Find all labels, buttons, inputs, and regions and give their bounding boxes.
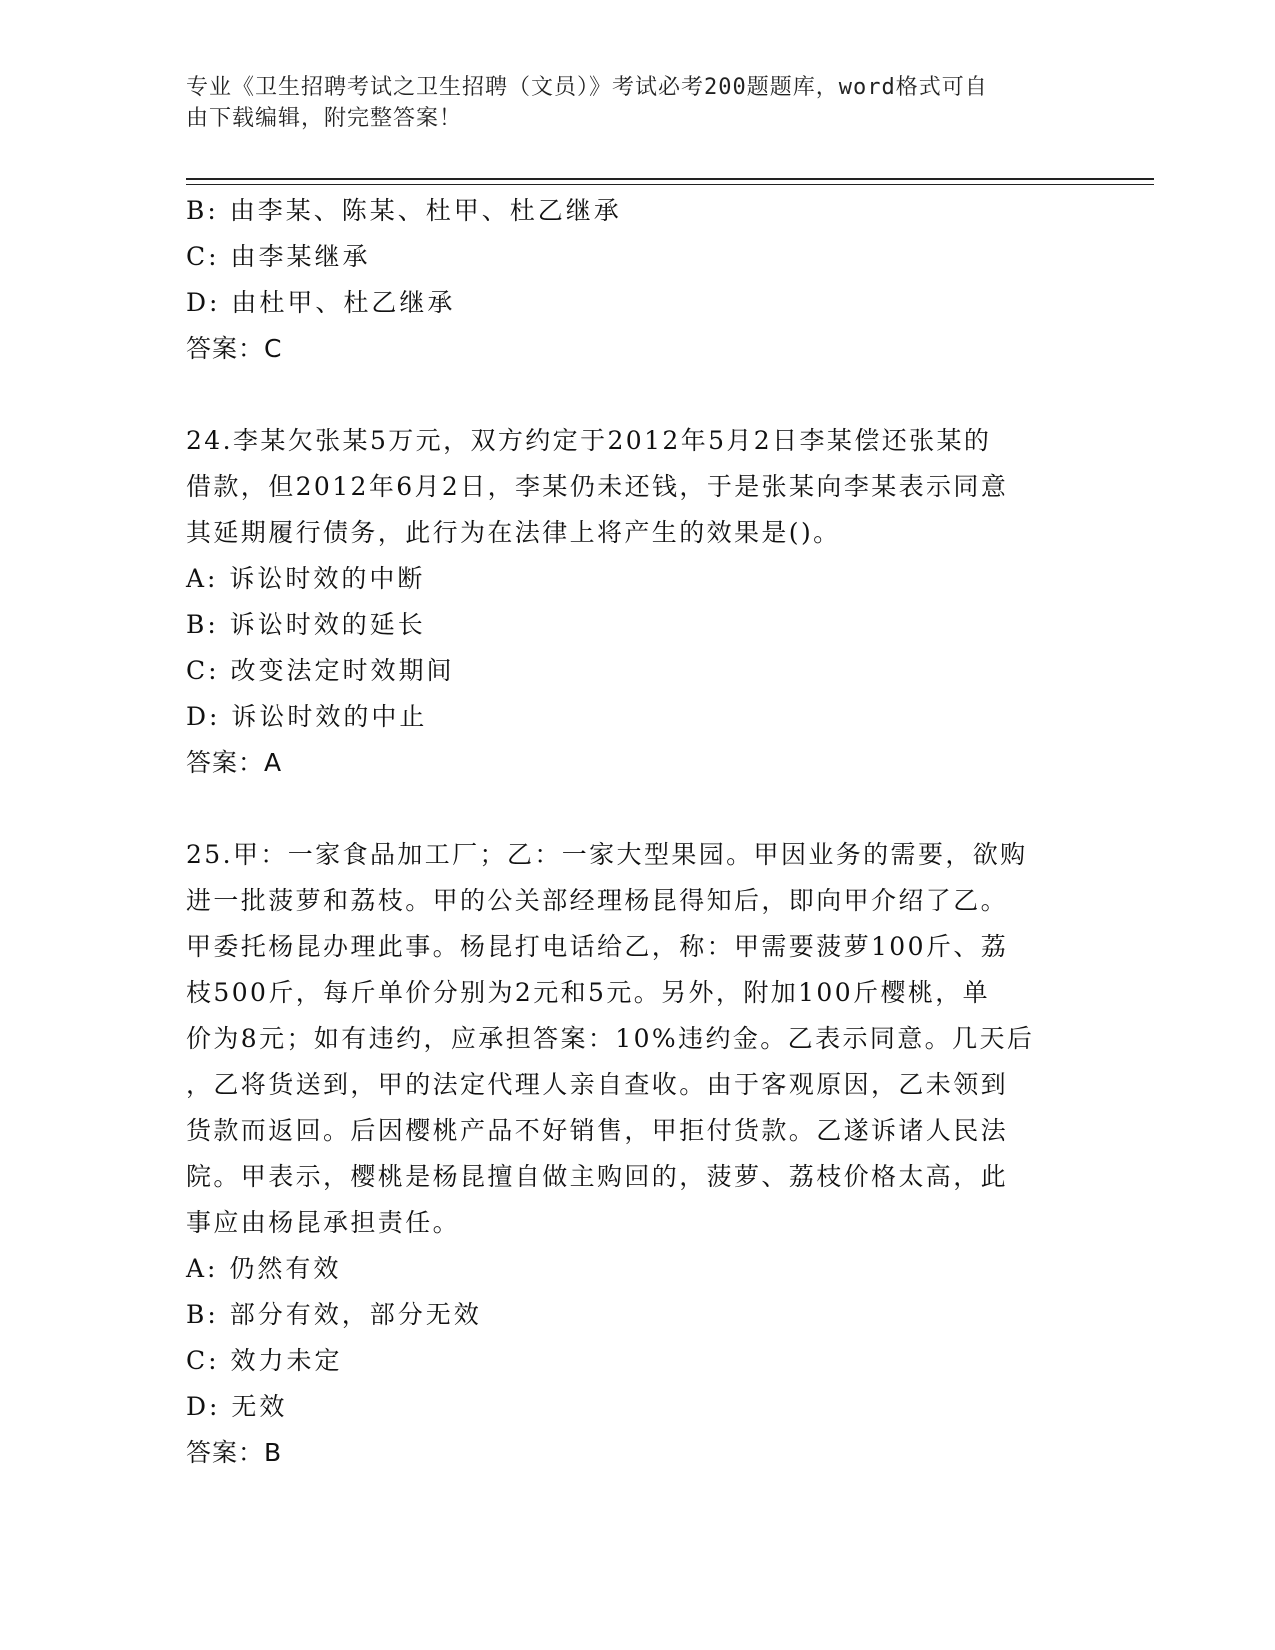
q24-option-d: D: 诉讼时效的中止 <box>186 702 428 731</box>
header-line-1: 专业《卫生招聘考试之卫生招聘（文员）》考试必考200题题库，word格式可自 <box>186 75 988 100</box>
header-divider-thick <box>186 178 1154 180</box>
q25-option-d: D: 无效 <box>186 1392 288 1421</box>
header-line-2: 由下载编辑，附完整答案！ <box>186 106 463 131</box>
q23-option-b: B: 由李某、陈某、杜甲、杜乙继承 <box>186 196 622 225</box>
question-24 <box>186 418 1066 786</box>
q23-option-d: D: 由杜甲、杜乙继承 <box>186 288 456 317</box>
q25-stem-line: ，乙将货送到，甲的法定代理人亲自查收。由于客观原因，乙未领到 <box>186 1070 1009 1099</box>
q25-stem-line: 枝500斤，每斤单价分别为2元和5元。另外，附加100斤樱桃，单 <box>186 978 991 1007</box>
q25-stem-line: 25.甲：一家食品加工厂；乙：一家大型果园。甲因业务的需要，欲购 <box>186 840 1028 869</box>
q24-stem-line: 借款，但2012年6月2日，李某仍未还钱，于是张某向李某表示同意 <box>186 472 1009 501</box>
q25-stem-line: 价为8元；如有违约，应承担答案：10%违约金。乙表示同意。几天后 <box>186 1024 1035 1053</box>
spacer <box>186 786 1066 832</box>
q23-answer: 答案：C <box>186 334 283 363</box>
q25-stem-line: 货款而返回。后因樱桃产品不好销售，甲拒付货款。乙遂诉诸人民法 <box>186 1116 1009 1145</box>
spacer <box>186 372 1066 418</box>
document-header <box>186 72 1066 134</box>
q25-stem-line: 事应由杨昆承担责任。 <box>186 1208 461 1237</box>
q25-stem <box>186 832 1066 1246</box>
question-25 <box>186 832 1066 1476</box>
q25-option-a: A: 仍然有效 <box>186 1254 342 1283</box>
q25-option-b: B: 部分有效，部分无效 <box>186 1300 482 1329</box>
q23-option-c: C: 由李某继承 <box>186 242 371 271</box>
q24-option-b: B: 诉讼时效的延长 <box>186 610 426 639</box>
q24-stem-line: 其延期履行债务，此行为在法律上将产生的效果是()。 <box>186 518 841 547</box>
q24-answer: 答案：A <box>186 748 283 777</box>
q24-stem <box>186 418 1066 556</box>
q25-stem-line: 院。甲表示，樱桃是杨昆擅自做主购回的，菠萝、荔枝价格太高，此 <box>186 1162 1009 1191</box>
q25-option-c: C: 效力未定 <box>186 1346 343 1375</box>
header-divider-thin <box>186 184 1154 185</box>
q24-option-c: C: 改变法定时效期间 <box>186 656 455 685</box>
question-23-tail <box>186 188 1066 372</box>
q25-answer: 答案：B <box>186 1438 283 1467</box>
question-content <box>186 188 1066 1476</box>
q24-option-a: A: 诉讼时效的中断 <box>186 564 426 593</box>
q25-stem-line: 甲委托杨昆办理此事。杨昆打电话给乙，称：甲需要菠萝100斤、荔 <box>186 932 1009 961</box>
q24-stem-line: 24.李某欠张某5万元，双方约定于2012年5月2日李某偿还张某的 <box>186 426 992 455</box>
q25-stem-line: 进一批菠萝和荔枝。甲的公关部经理杨昆得知后，即向甲介绍了乙。 <box>186 886 1009 915</box>
